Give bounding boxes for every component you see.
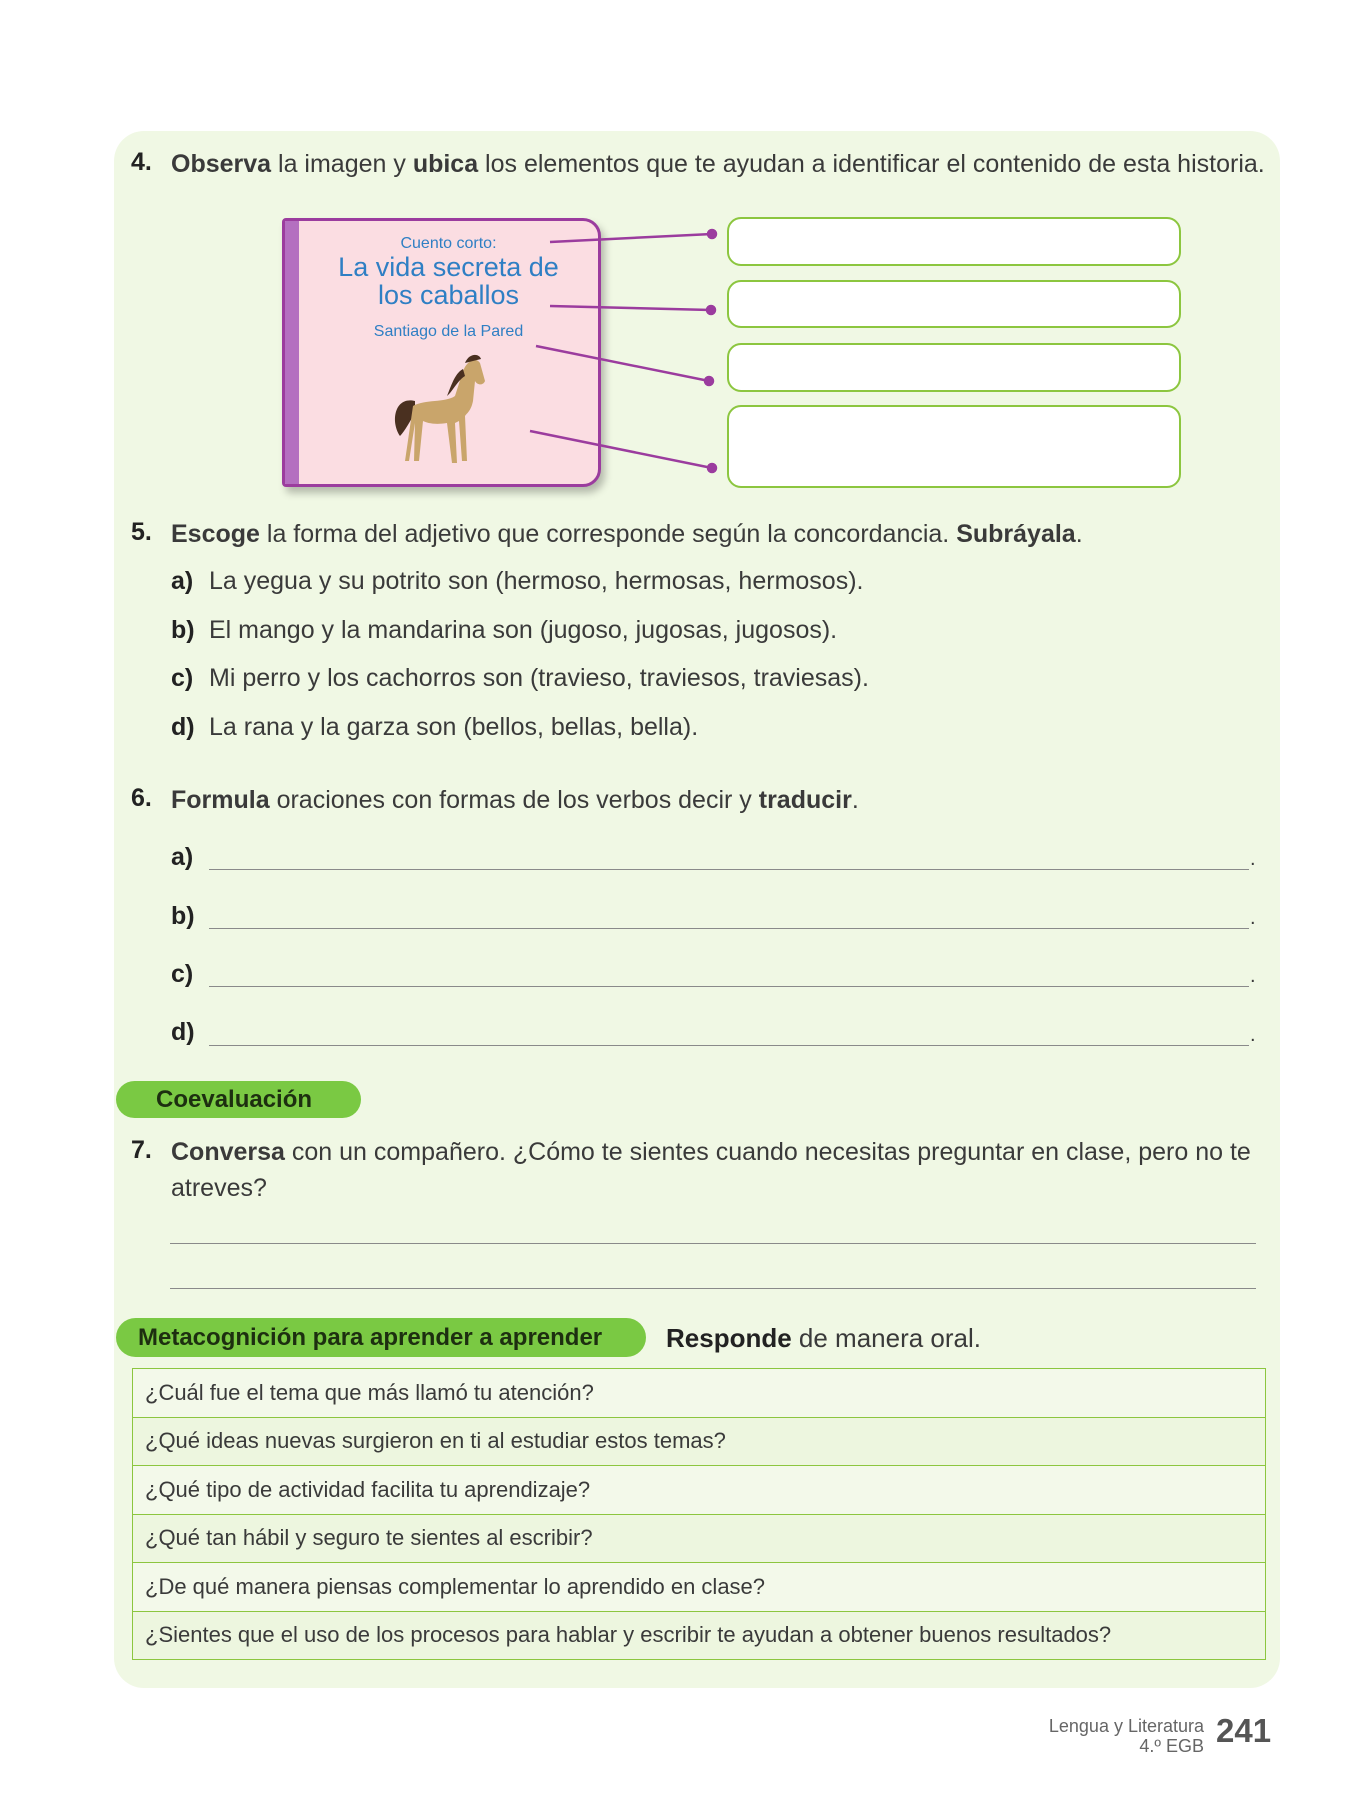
q5-item-c[interactable]: Mi perro y los cachorros son (travieso, traviesos, traviesas). [209, 664, 869, 692]
q6-period-a: . [1250, 848, 1256, 870]
table-row [133, 1466, 1266, 1515]
q5-letter-d: d) [171, 713, 195, 741]
q6-letter-a: a) [171, 843, 194, 871]
q7-text1: con un compañero. ¿Cómo te sientes cuando necesitas preguntar en clase, pero no te atreves? [171, 1138, 1251, 1202]
q5-prompt [171, 516, 1266, 552]
q5-text1: la forma del adjetivo que corresponde según la concordancia. [259, 520, 957, 548]
q5-letter-c: c) [171, 664, 194, 692]
meta-instruction [666, 1321, 981, 1356]
q6-text1: oraciones con formas de los verbos decir y [269, 786, 759, 814]
q5-item-a[interactable]: La yegua y su potrito son (hermoso, hermosas, hermosos). [209, 567, 864, 595]
q5-verb2: Subráyala [956, 520, 1076, 548]
q7-prompt [171, 1134, 1266, 1206]
table-row [133, 1563, 1266, 1612]
q4-text1: la imagen y [271, 150, 413, 178]
meta-question: ¿Qué tan hábil y seguro te sientes al escribir? [133, 1514, 1266, 1563]
meta-question: ¿De qué manera piensas complementar lo aprendido en clase? [133, 1563, 1266, 1612]
q6-number: 6. [131, 784, 152, 812]
q5-item-b[interactable]: El mango y la mandarina son (jugoso, jugosas, jugosos). [209, 616, 838, 644]
q6-period-b: . [1250, 907, 1256, 929]
meta-question: ¿Sientes que el uso de los procesos para hablar y escribir te ayudan a obtener buenos resultados? [133, 1611, 1266, 1660]
q4-verb2: ubica [412, 150, 479, 178]
q5-verb: Escoge [171, 520, 260, 548]
q4-number: 4. [131, 148, 152, 176]
q6-text2: . [851, 786, 859, 814]
q6-prompt [171, 782, 1266, 818]
book-subtitle: Cuento corto: [400, 235, 497, 252]
table-row [133, 1514, 1266, 1563]
q6-letter-c: c) [171, 960, 194, 988]
q7-answer-line-2[interactable] [170, 1260, 1256, 1289]
meta-text: de manera oral. [791, 1323, 982, 1353]
q5-text2: . [1075, 520, 1083, 548]
answer-box-2[interactable] [727, 280, 1181, 328]
q6-verb: Formula [171, 786, 270, 814]
q7-number: 7. [131, 1136, 152, 1164]
metacognition-table [132, 1368, 1266, 1660]
q4-text2: los elementos que te ayudan a identificar el contenido de esta historia. [478, 150, 1265, 178]
answer-box-4[interactable] [727, 405, 1181, 488]
q7-answer-line-1[interactable] [170, 1215, 1256, 1244]
q6-period-c: . [1250, 965, 1256, 987]
q7-verb: Conversa [171, 1138, 285, 1166]
q6-verb2: traducir [758, 786, 852, 814]
meta-question: ¿Qué ideas nuevas surgieron en ti al estudiar estos temas? [133, 1417, 1266, 1466]
q5-item-d[interactable]: La rana y la garza son (bellos, bellas, bella). [209, 713, 699, 741]
q6-letter-b: b) [171, 902, 195, 930]
q5-letter-b: b) [171, 616, 195, 644]
q4-verb: Observa [171, 150, 272, 178]
footer-subject [1049, 1716, 1204, 1756]
answer-box-3[interactable] [727, 343, 1181, 392]
book-title-line2: los caballos [377, 280, 520, 310]
answer-box-1[interactable] [727, 217, 1181, 266]
q6-answer-line-d[interactable] [209, 1018, 1249, 1046]
footer-grade: 4.º EGB [1139, 1736, 1204, 1756]
meta-question: ¿Cuál fue el tema que más llamó tu atención? [133, 1369, 1266, 1418]
coevaluacion-label: Coevaluación [116, 1081, 361, 1118]
q6-letter-d: d) [171, 1018, 195, 1046]
footer-subject-name: Lengua y Literatura [1048, 1716, 1204, 1736]
table-row [133, 1369, 1266, 1418]
book-author: Santiago de la Pared [373, 323, 524, 340]
q6-answer-line-c[interactable] [209, 959, 1249, 987]
q5-letter-a: a) [171, 567, 194, 595]
metacognicion-label: Metacognición para aprender a aprender [116, 1318, 646, 1357]
q6-answer-line-a[interactable] [209, 842, 1249, 870]
q6-answer-line-b[interactable] [209, 901, 1249, 929]
page-number: 241 [1216, 1712, 1272, 1749]
q6-period-d: . [1250, 1024, 1256, 1046]
meta-verb: Responde [666, 1323, 792, 1353]
meta-question: ¿Qué tipo de actividad facilita tu aprendizaje? [133, 1466, 1266, 1515]
table-row [133, 1417, 1266, 1466]
q5-number: 5. [131, 518, 152, 546]
book-title-line1: La vida secreta de [338, 252, 559, 282]
table-row [133, 1611, 1266, 1660]
